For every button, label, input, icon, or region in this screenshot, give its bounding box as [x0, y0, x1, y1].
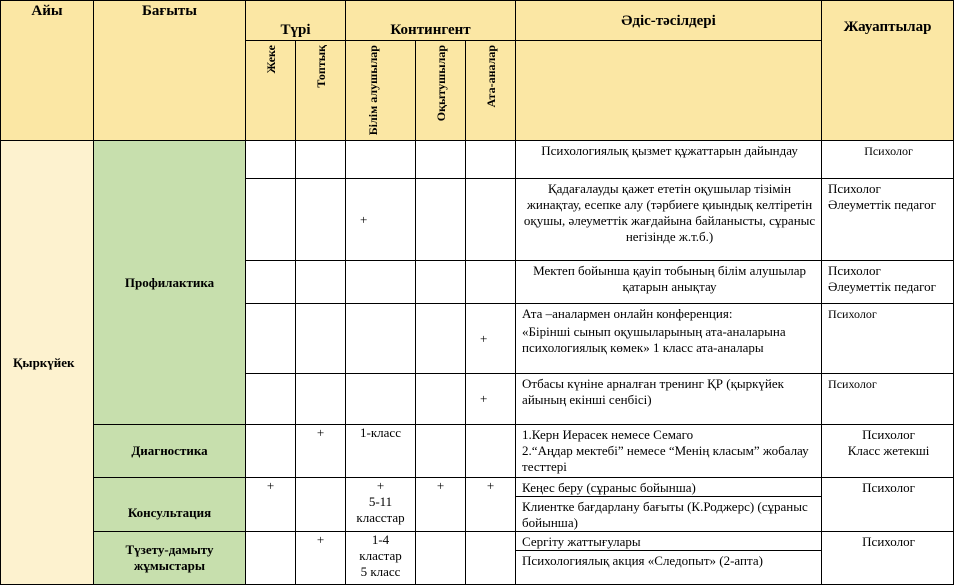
r8-students-1: 1-4	[371, 532, 390, 547]
r6-responsible	[822, 425, 954, 478]
direction-consultation: Консультация	[94, 478, 246, 532]
r6-method-1: 1.Керн Иерасек немесе Семаго	[522, 427, 694, 442]
r3-resp-2: Әлеуметтік педагог	[828, 279, 937, 294]
r2-parents	[466, 179, 516, 261]
r6-individual	[246, 425, 296, 478]
r1-students	[346, 141, 416, 179]
header-contingent: Контингент	[346, 1, 516, 41]
r7-group	[296, 478, 346, 532]
r4-parents: +	[466, 304, 516, 374]
r7-responsible: Психолог	[822, 478, 954, 532]
r3-responsible	[822, 261, 954, 304]
header-cont-parents: Ата-аналар	[466, 41, 516, 141]
r5-parents: +	[466, 374, 516, 425]
header-direction: Бағыты	[94, 1, 246, 141]
r2-resp-1: Психолог	[828, 181, 881, 196]
r6-students: 1-класс	[346, 425, 416, 478]
r7-method-1: Кеңес беру (сұраныс бойынша)	[516, 478, 822, 497]
r5-students	[346, 374, 416, 425]
header-type-group: Топтық	[296, 41, 346, 141]
r4-method	[516, 304, 822, 374]
r1-teachers	[416, 141, 466, 179]
header-cont-teachers: Оқытушылар	[416, 41, 466, 141]
direction-diagnostics: Диагностика	[94, 425, 246, 478]
r3-students	[346, 261, 416, 304]
r6-parents	[466, 425, 516, 478]
header-methods-blank	[516, 41, 822, 141]
r6-resp-1: Психолог	[862, 427, 915, 442]
r2-resp-2: Әлеуметтік педагог	[828, 197, 937, 212]
r2-teachers	[416, 179, 466, 261]
r8-students-3: 5 класс	[360, 564, 401, 579]
r2-individual	[246, 179, 296, 261]
r6-teachers	[416, 425, 466, 478]
r4-individual	[246, 304, 296, 374]
r2-method: Қадағалауды қажет ететін оқушылар тізімін жинақтау, есепке алу (тәрбиеге қиындық келтіретін оқушы, әлеуметтік жағдайына байланысты, сұраныс негізінде ж.т.б.)	[516, 179, 822, 261]
r7-individual: +	[246, 478, 296, 532]
r8-group: +	[296, 532, 346, 585]
r7-students-2: класстар	[356, 510, 405, 525]
header-cont-students: Білім алушылар	[346, 41, 416, 141]
r1-group	[296, 141, 346, 179]
r4-students	[346, 304, 416, 374]
r6-resp-2: Класс жетекші	[847, 443, 930, 458]
r2-responsible	[822, 179, 954, 261]
r8-individual	[246, 532, 296, 585]
r5-method: Отбасы күніне арналған тренинг ҚР (қыркүйек айының екінші сенбісі)	[516, 374, 822, 425]
r8-method-2: Психологиялық акция «Следопыт» (2-апта)	[516, 551, 822, 585]
r2-students: +	[346, 179, 416, 261]
r3-method: Мектеп бойынша қауіп тобының білім алушылар қатарын анықтау	[516, 261, 822, 304]
r7-method-2: Клиентке бағдарлану бағыты (К.Роджерс) (сұраныс бойынша)	[516, 497, 822, 532]
r3-parents	[466, 261, 516, 304]
r3-individual	[246, 261, 296, 304]
r4-responsible: Психолог	[822, 304, 954, 374]
r3-resp-1: Психолог	[828, 263, 881, 278]
r7-parents: +	[466, 478, 516, 532]
r7-students-plus: +	[376, 478, 385, 493]
header-responsible: Жауаптылар	[822, 1, 954, 141]
r8-responsible: Психолог	[822, 532, 954, 585]
direction-prevention: Профилактика	[94, 141, 246, 425]
r8-students	[346, 532, 416, 585]
r8-parents	[466, 532, 516, 585]
r7-students-1: 5-11	[368, 494, 393, 509]
r8-teachers	[416, 532, 466, 585]
r2-group	[296, 179, 346, 261]
header-type-individual: Жеке	[246, 41, 296, 141]
r1-responsible: Психолог	[822, 141, 954, 179]
r6-method-2: 2.“Аңдар мектебі” немесе “Менің класым” жобалау тесттері	[522, 443, 809, 474]
r3-group	[296, 261, 346, 304]
r5-group	[296, 374, 346, 425]
r7-students	[346, 478, 416, 532]
r3-teachers	[416, 261, 466, 304]
direction-correction: Түзету-дамыту жұмыстары	[94, 532, 246, 585]
month-cell: Қыркүйек	[1, 141, 94, 585]
r6-group: +	[296, 425, 346, 478]
r5-responsible: Психолог	[822, 374, 954, 425]
r4-teachers	[416, 304, 466, 374]
r4-method-1: Ата –аналармен онлайн конференция:	[522, 306, 733, 321]
r1-parents	[466, 141, 516, 179]
r1-individual	[246, 141, 296, 179]
r6-method	[516, 425, 822, 478]
header-month: Айы	[1, 1, 94, 141]
r4-group	[296, 304, 346, 374]
r5-teachers	[416, 374, 466, 425]
header-type: Түрі	[246, 1, 346, 41]
r7-teachers: +	[416, 478, 466, 532]
r8-students-2: кластар	[359, 548, 402, 563]
r4-method-2: «Бірінші сынып оқушыларының ата-аналарына психологиялық көмек» 1 класс ата-аналары	[522, 324, 786, 355]
r8-method-1: Сергіту жаттығулары	[516, 532, 822, 551]
r1-method: Психологиялық қызмет құжаттарын дайындау	[516, 141, 822, 179]
header-methods: Әдіс-тәсілдері	[516, 1, 822, 41]
r5-individual	[246, 374, 296, 425]
